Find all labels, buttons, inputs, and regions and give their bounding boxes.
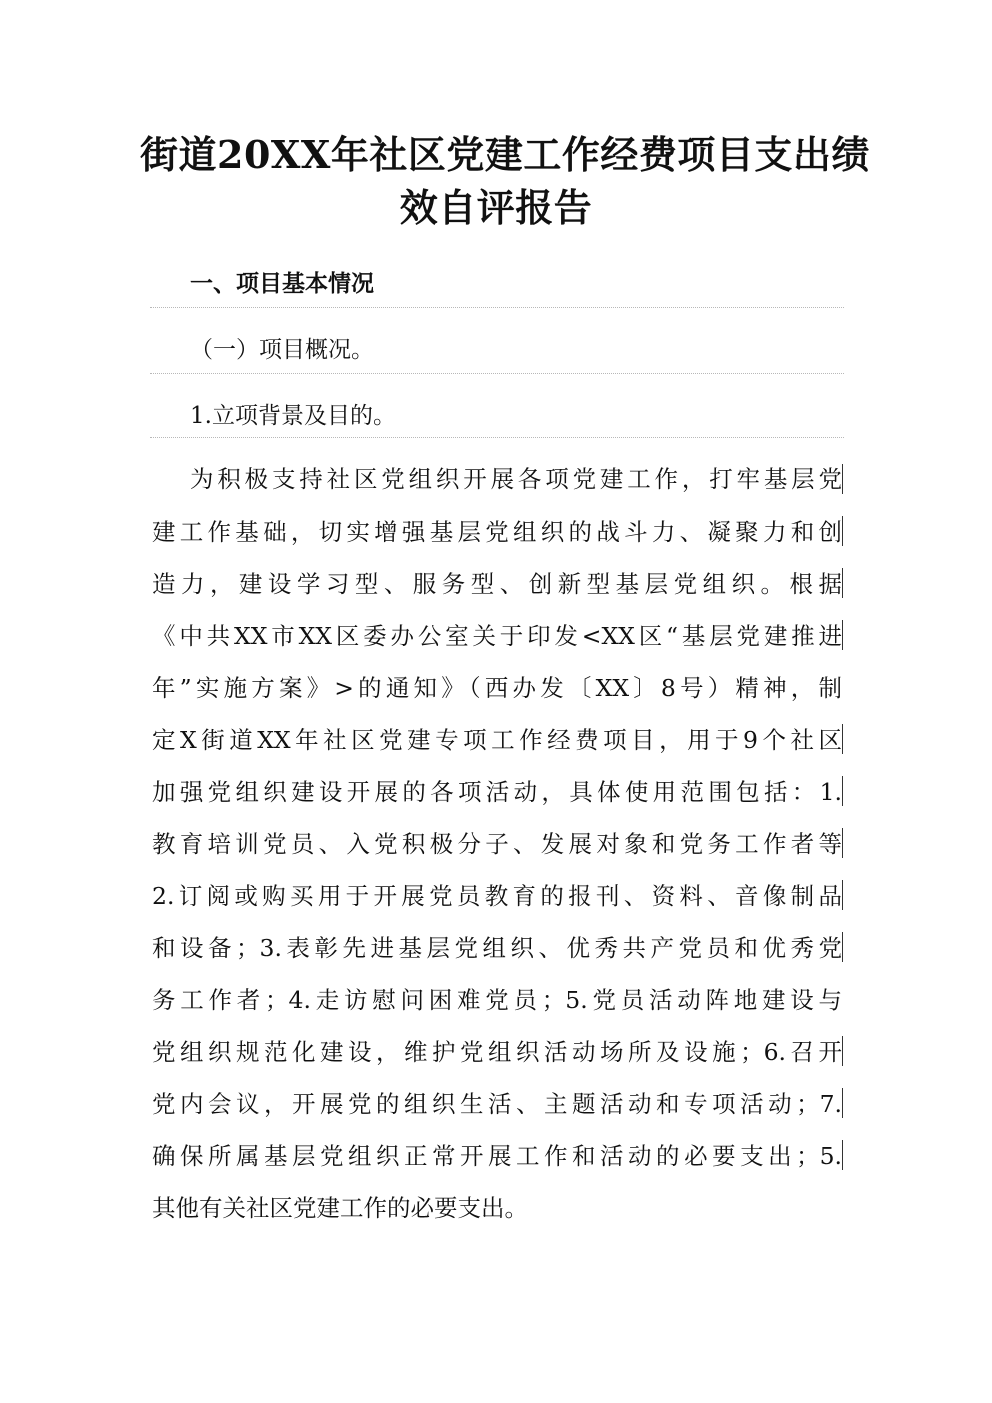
document-title-line-1: 街道20XX年社区党建工作经费项目支出绩 <box>140 132 870 177</box>
document-title-line-2: 效自评报告 <box>399 185 593 230</box>
paragraph-line: 定X街道XX年社区党建专项工作经费项目，用于9个社区 <box>152 726 842 754</box>
paragraph-line: 《中共XX市XX区委办公室关于印发<XX区“基层党建推进 <box>152 622 842 650</box>
margin-bar <box>842 776 843 806</box>
section-heading: 一、项目基本情况 <box>190 271 374 297</box>
paragraph-line: 教育培训党员、入党积极分子、发展对象和党务工作者等 <box>152 830 842 858</box>
paragraph-line: 加强党组织建设开展的各项活动，具体使用范围包括：1. <box>152 778 842 806</box>
paragraph-line: 和设备；3.表彰先进基层党组织、优秀共产党员和优秀党 <box>152 934 842 962</box>
paragraph-line: 确保所属基层党组织正常开展工作和活动的必要支出；5. <box>152 1142 842 1170</box>
subsection-heading: （一）项目概况。 <box>190 337 374 363</box>
dotted-rule <box>150 373 844 374</box>
dotted-rule <box>150 437 844 438</box>
paragraph-line: 为积极支持社区党组织开展各项党建工作，打牢基层党 <box>190 465 842 493</box>
margin-bar <box>842 568 843 598</box>
margin-bar <box>842 1140 843 1170</box>
paragraph-line: 党内会议，开展党的组织生活、主题活动和专项活动；7. <box>152 1090 842 1118</box>
margin-bar <box>842 724 843 754</box>
paragraph-line: 造力，建设学习型、服务型、创新型基层党组织。根据 <box>152 570 842 598</box>
paragraph-line: 其他有关社区党建工作的必要支出。 <box>152 1194 528 1222</box>
margin-bar <box>842 464 843 494</box>
paragraph-line: 建工作基础，切实增强基层党组织的战斗力、凝聚力和创 <box>152 518 842 546</box>
paragraph-line: 党组织规范化建设，维护党组织活动场所及设施；6.召开 <box>152 1038 842 1066</box>
margin-bar <box>842 828 843 858</box>
margin-bar <box>842 516 843 546</box>
margin-bar <box>842 1036 843 1066</box>
paragraph-line: 务工作者；4.走访慰问困难党员；5.党员活动阵地建设与 <box>152 986 842 1014</box>
dotted-rule <box>150 307 844 308</box>
margin-bar <box>842 1088 843 1118</box>
margin-bar <box>842 620 843 650</box>
paragraph-line: 2.订阅或购买用于开展党员教育的报刊、资料、音像制品 <box>152 882 842 910</box>
paragraph-line: 年”实施方案》>的通知》（西办发〔XX〕8号）精神，制 <box>152 674 842 702</box>
margin-bar <box>842 932 843 962</box>
margin-bar <box>842 880 843 910</box>
item-heading: 1.立项背景及目的。 <box>190 403 396 429</box>
